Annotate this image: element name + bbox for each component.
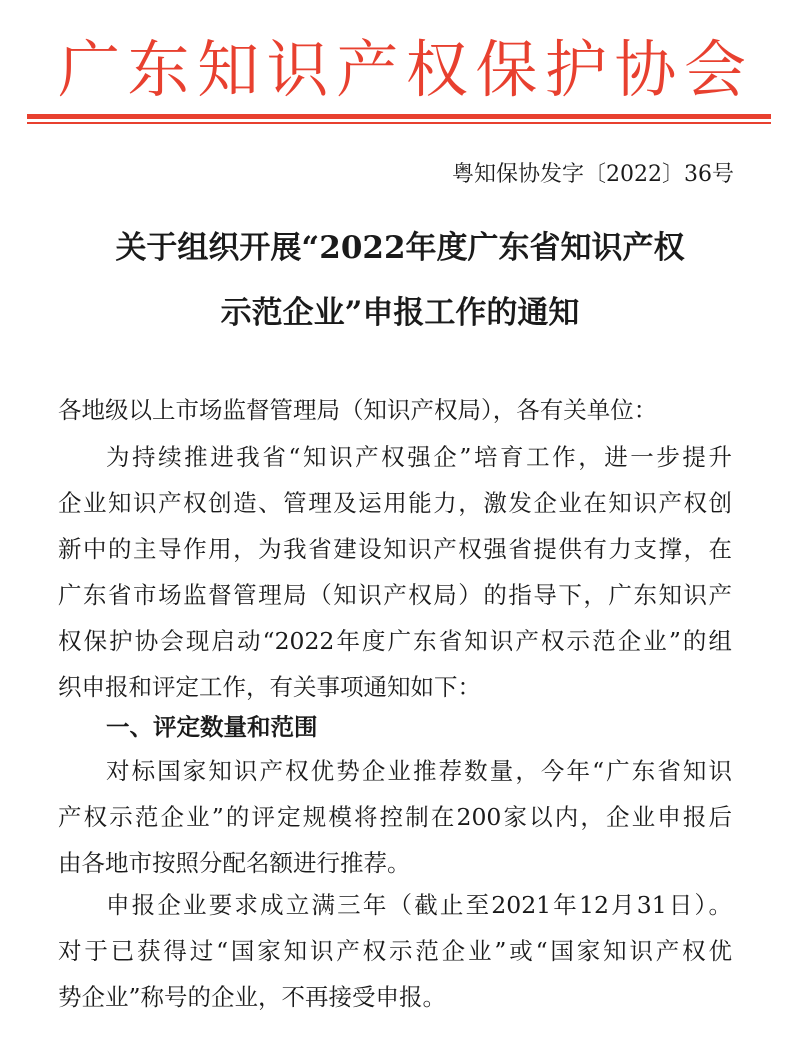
organization-letterhead: 广东知识产权保护协会 bbox=[58, 33, 748, 106]
section-heading: 一、评定数量和范围 bbox=[106, 713, 318, 741]
paragraph-line: 对标国家知识产权优势企业推荐数量，今年“广东省知识 bbox=[106, 757, 732, 785]
document-number: 粤知保协发字〔2022〕36号 bbox=[452, 162, 734, 187]
salutation: 各地级以上市场监督管理局（知识产权局），各有关单位： bbox=[58, 396, 658, 424]
notice-title-line1: 关于组织开展“2022年度广东省知识产权 bbox=[115, 230, 685, 266]
paragraph-line: 申报企业要求成立满三年（截止至2021年12月31日）。 bbox=[106, 891, 732, 919]
paragraph-line: 权保护协会现启动“2022年度广东省知识产权示范企业”的组 bbox=[58, 627, 732, 655]
paragraph-line: 广东省市场监督管理局（知识产权局）的指导下，广东知识产 bbox=[58, 581, 732, 609]
paragraph-line: 产权示范企业”的评定规模将控制在200家以内，企业申报后 bbox=[58, 803, 732, 831]
letterhead-divider-thick bbox=[27, 114, 771, 119]
paragraph-line: 对于已获得过“国家知识产权示范企业”或“国家知识产权优 bbox=[58, 937, 732, 965]
paragraph-line: 由各地市按照分配名额进行推荐。 bbox=[58, 849, 411, 877]
paragraph-line: 势企业”称号的企业，不再接受申报。 bbox=[58, 983, 447, 1011]
letterhead-divider-thin bbox=[27, 122, 771, 124]
notice-title-line2: 示范企业”申报工作的通知 bbox=[220, 295, 580, 331]
paragraph-line: 织申报和评定工作，有关事项通知如下： bbox=[58, 673, 481, 701]
paragraph-line: 为持续推进我省“知识产权强企”培育工作，进一步提升 bbox=[106, 443, 732, 471]
paragraph-line: 企业知识产权创造、管理及运用能力，激发企业在知识产权创 bbox=[58, 489, 732, 517]
paragraph-line: 新中的主导作用，为我省建设知识产权强省提供有力支撑，在 bbox=[58, 535, 732, 563]
